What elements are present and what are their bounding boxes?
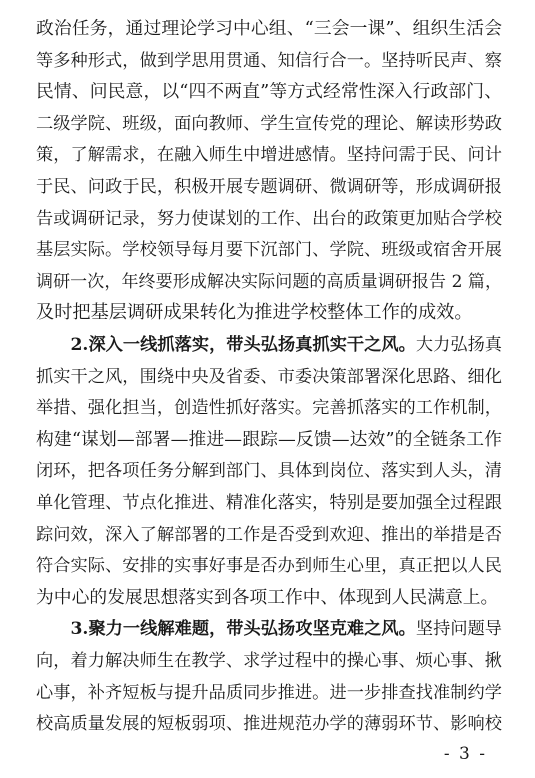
line-text: 大力弘扬真	[415, 335, 502, 355]
line-text: 坚持问题导	[415, 619, 502, 640]
text-line	[36, 202, 502, 236]
text-line	[36, 170, 502, 204]
text-line	[36, 549, 502, 583]
text-line	[36, 265, 502, 299]
line-text: 基层实际。学校领导每月要下沉部门、学院、班级或宿舍开展	[36, 240, 502, 261]
line-text: 等多种形式，做到学思用贯通、知信行合一。坚持听民声、察	[36, 50, 502, 71]
line-text: 向，着力解决师生在教学、求学过程中的操心事、烦心事、揪	[36, 651, 502, 671]
text-line	[36, 233, 502, 267]
text-line	[36, 44, 502, 78]
text-line	[36, 12, 502, 46]
section-heading: 3.聚力一线解难题，带头弘扬攻坚克难之风。	[36, 619, 416, 640]
text-line	[36, 518, 502, 552]
line-text: 二级学院、班级，面向教师、学生宣传党的理论、解读形势政	[36, 113, 502, 134]
text-line	[36, 581, 502, 615]
text-line	[36, 707, 502, 741]
text-line	[36, 486, 502, 520]
line-text: 为中心的发展思想落实到各项工作中、体现到人民满意上。	[36, 586, 499, 608]
line-text: 构建“谋划—部署—推进—跟踪—反馈—达效”的全链条工作	[36, 428, 502, 450]
page-number: - 3 -	[443, 744, 487, 764]
line-text: 民情、问民意，以“四不两直”等方式经常性深入行政部门、	[36, 81, 502, 103]
text-line	[36, 107, 502, 141]
line-text: 调研一次，年终要形成解决实际问题的高质量调研报告 2 篇，	[36, 271, 502, 292]
text-line	[36, 360, 502, 394]
text-line	[36, 391, 502, 425]
line-text: 抓实干之风，围绕中央及省委、市委决策部署深化思路、细化	[36, 366, 502, 387]
text-line	[36, 676, 502, 710]
line-text: 于民、问政于民，积极开展专题调研、微调研等，形成调研报	[36, 177, 502, 197]
line-text: 及时把基层调研成果转化为推进学校整体工作的成效。	[36, 302, 473, 324]
line-text: 符合实际、安排的实事好事是否办到师生心里，真正把以人民	[36, 556, 502, 577]
line-text: 单化管理、节点化推进、精准化落实，特别是要加强全过程跟	[36, 493, 502, 513]
text-line	[36, 644, 502, 678]
line-text: 策，了解需求，在融入师生中增进感情。坚持问需于民、问计	[36, 145, 502, 166]
line-text: 校高质量发展的短板弱项、推进规范办学的薄弱环节、影响校	[36, 714, 502, 735]
line-text: 踪问效，深入了解部署的工作是否受到欢迎、推出的举措是否	[36, 524, 502, 545]
section-heading: 2.深入一线抓落实，带头弘扬真抓实干之风。	[36, 335, 416, 355]
line-text: 心事，补齐短板与提升品质同步推进。进一步排查找准制约学	[36, 682, 502, 703]
line-text: 告或调研记录，努力使谋划的工作、出台的政策更加贴合学校	[36, 208, 502, 229]
text-line	[36, 328, 502, 362]
text-line	[36, 138, 502, 172]
text-line	[36, 296, 502, 330]
line-text: 举措、强化担当，创造性抓好落实。完善抓落实的工作机制，	[36, 398, 502, 419]
line-text: 闭环，把各项任务分解到部门、具体到岗位、落实到人头，清	[36, 461, 502, 482]
text-line	[36, 612, 502, 646]
text-line	[36, 423, 502, 457]
text-line	[36, 454, 502, 488]
line-text: 政治任务，通过理论学习中心组、“三会一课”、组织生活会	[36, 18, 502, 39]
text-line	[36, 75, 502, 109]
